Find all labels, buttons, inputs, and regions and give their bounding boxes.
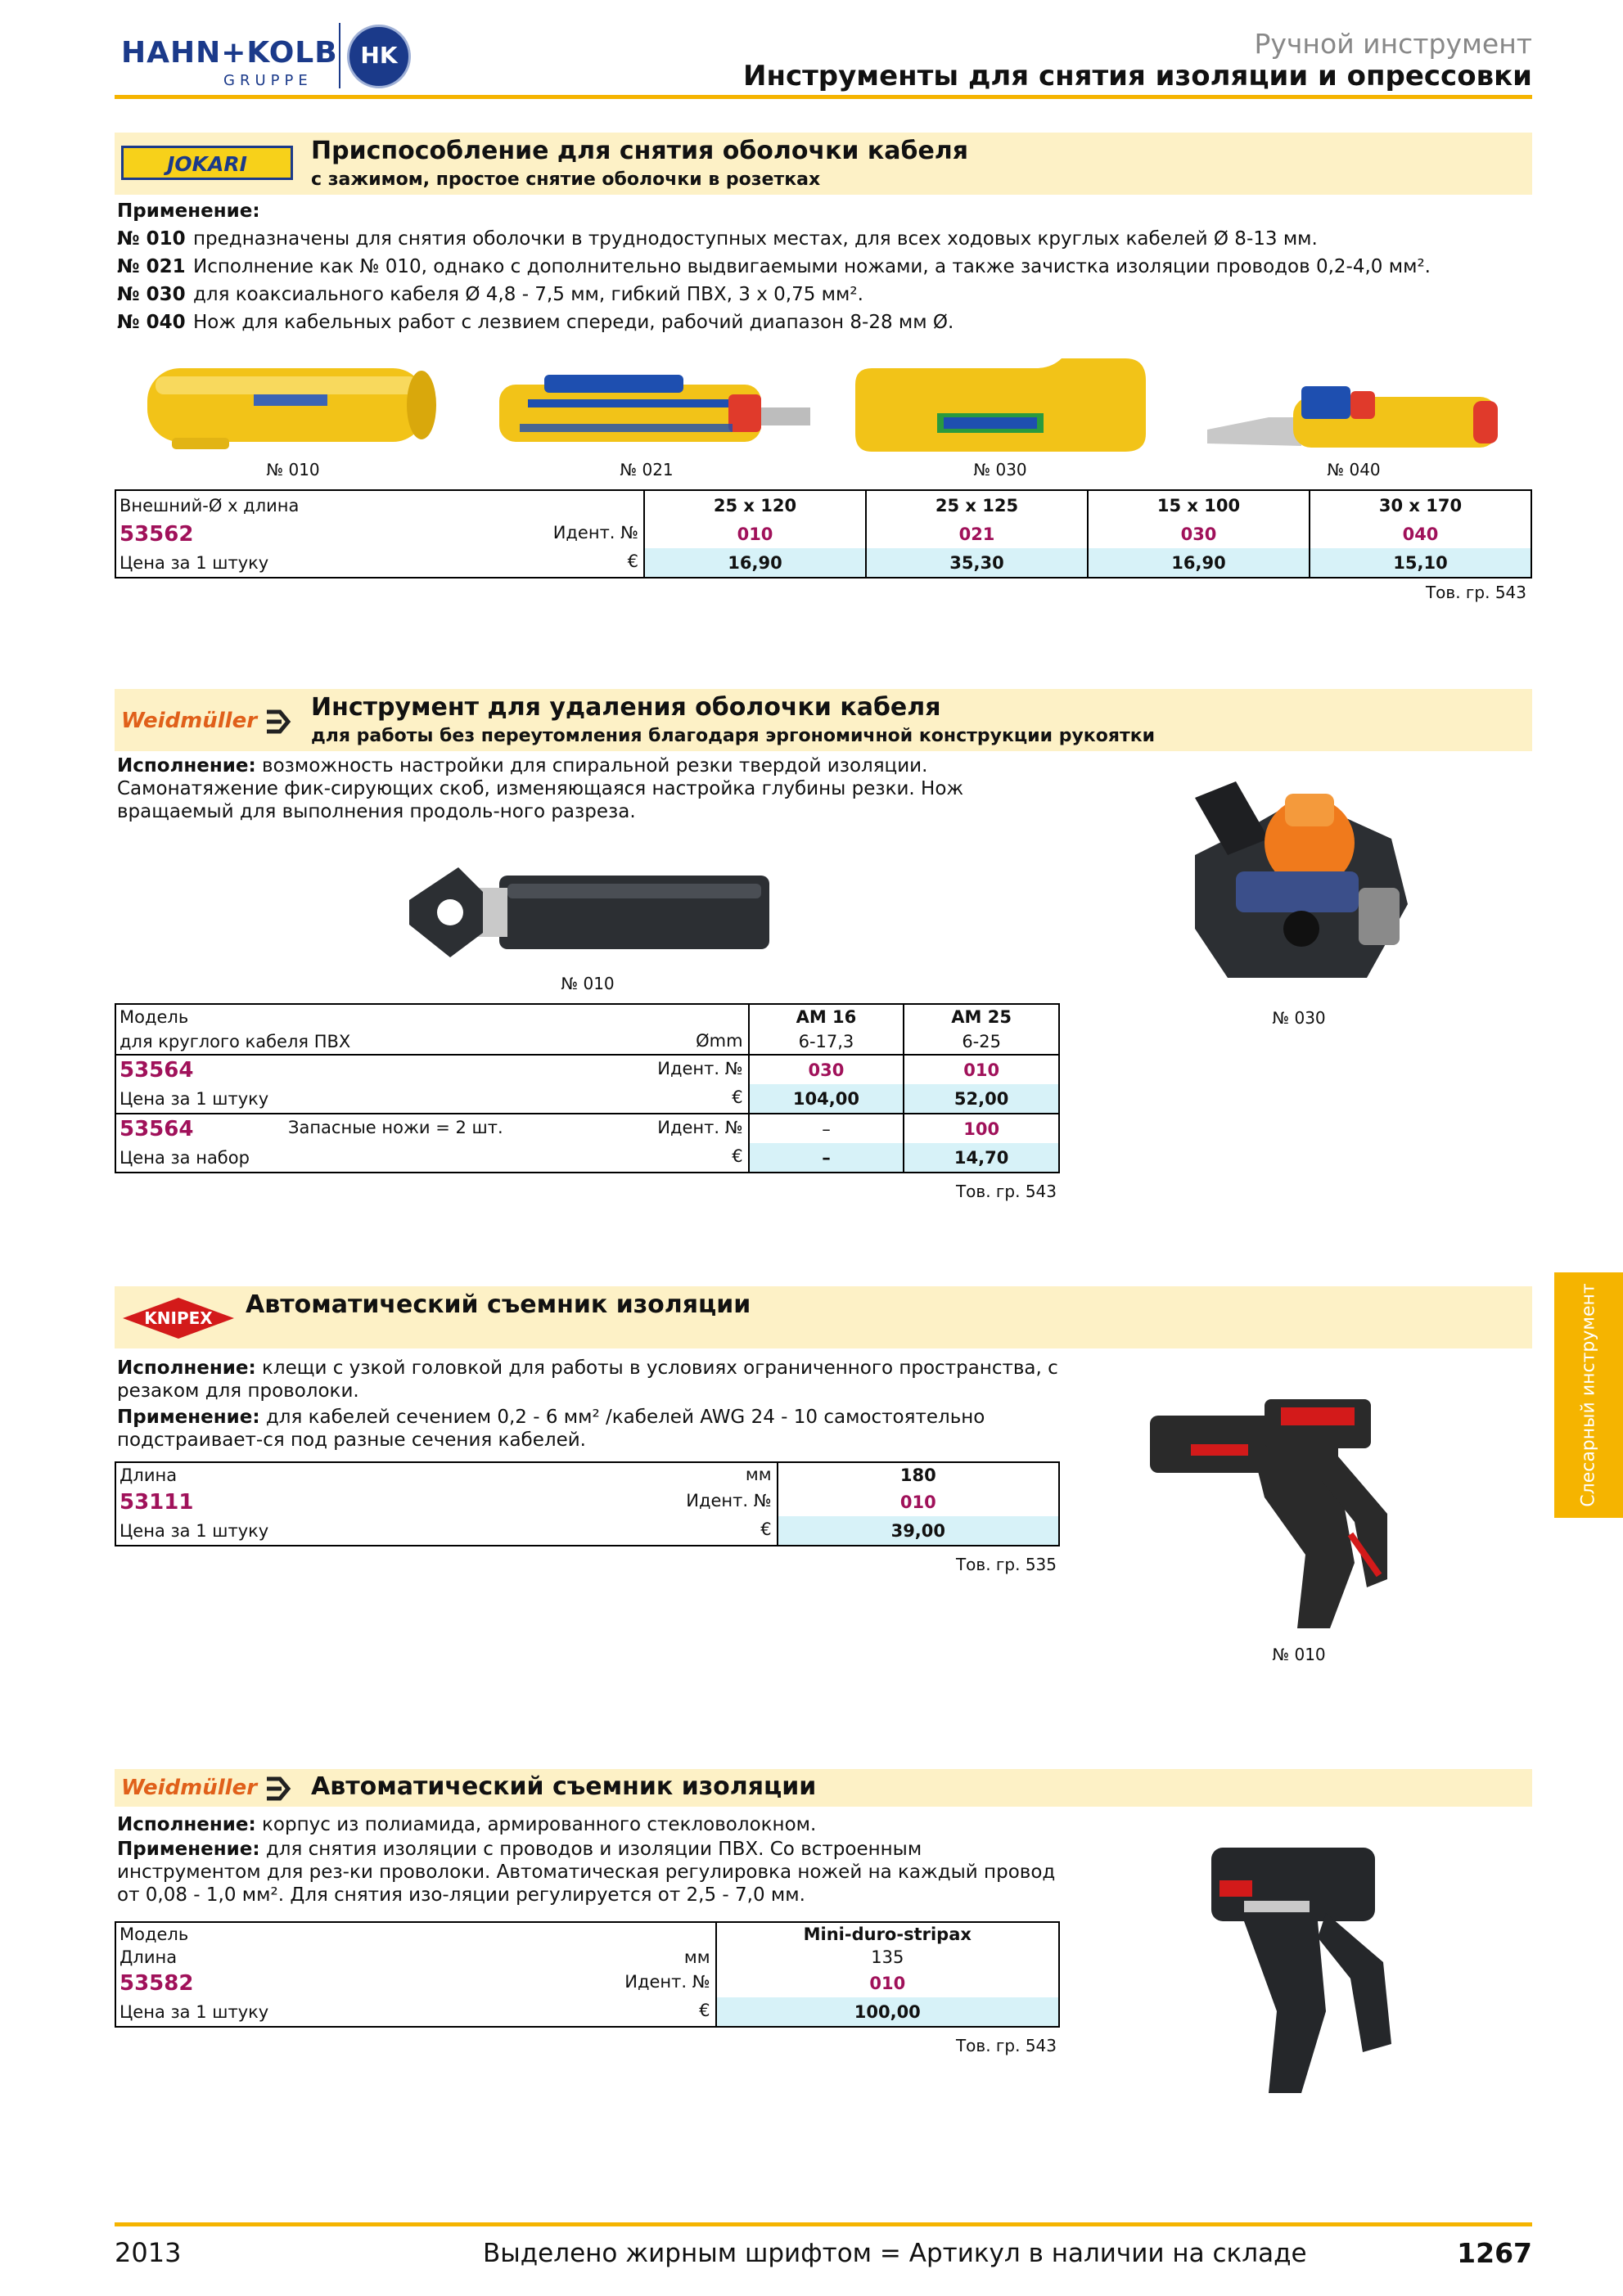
knipex-spec-table <box>115 1461 1060 1546</box>
knipex-caption-010: № 010 <box>1272 1645 1326 1664</box>
jokari-item-no-4: № 040 <box>117 312 186 333</box>
table-row <box>115 1488 1059 1516</box>
footer-rule <box>115 2222 1532 2226</box>
price-label: Цена за 1 штуку <box>119 1520 269 1541</box>
article-cell <box>115 1969 716 1997</box>
ident-010[interactable]: 010 <box>716 1969 1059 1997</box>
weidmuller-logo-mark <box>264 709 293 735</box>
unit-label: мм <box>745 1465 772 1484</box>
ident-040[interactable]: 040 <box>1310 520 1531 548</box>
row-label-model: Модель <box>119 1007 189 1027</box>
ident-label: Идент. № <box>686 1491 772 1510</box>
weidmuller-logo-mark <box>264 1776 293 1802</box>
ident-030[interactable]: 030 <box>1088 520 1310 548</box>
price-cell: – <box>749 1143 904 1173</box>
price-cell: 35,30 <box>866 548 1088 578</box>
table-row <box>115 1946 1059 1969</box>
product-image-weid1-030 <box>1179 765 1424 1002</box>
knipex-title: Автоматический съемник изоляции <box>246 1290 751 1319</box>
ident-100[interactable]: 100 <box>904 1114 1059 1143</box>
price-cell: 16,90 <box>1088 548 1310 578</box>
product-image-jokari-021 <box>495 360 814 458</box>
article-number: 53562 <box>119 521 194 547</box>
jokari-caption-010: № 010 <box>266 460 320 479</box>
ident-none: – <box>749 1114 904 1143</box>
row-label-diameter: Внешний-Ø x длина <box>119 495 300 515</box>
product-image-knipex-010 <box>1142 1366 1412 1645</box>
weid1-product-group: Тов. гр. 543 <box>955 1182 1057 1201</box>
ident-010[interactable]: 010 <box>644 520 866 548</box>
table-row <box>115 1462 1059 1488</box>
set-price-label-cell <box>115 1143 749 1173</box>
length-label: Длина <box>119 1947 178 1967</box>
knipex-description-label: Исполнение: <box>117 1357 256 1379</box>
price-cell: 16,90 <box>644 548 866 578</box>
article-cell <box>115 1488 778 1516</box>
ident-030[interactable]: 030 <box>749 1055 904 1084</box>
table-row <box>115 1969 1059 1997</box>
side-index-label: Слесарный инструмент <box>1578 1283 1599 1507</box>
jokari-logo <box>121 146 293 180</box>
unit-label: Ømm <box>696 1031 743 1051</box>
company-logo <box>121 18 416 92</box>
weid2-spec-table <box>115 1921 1060 2028</box>
length-label-cell <box>115 1462 778 1488</box>
ident-010[interactable]: 010 <box>904 1055 1059 1084</box>
table-cell: 25 x 125 <box>866 490 1088 520</box>
article-number: 53564 <box>119 1116 194 1141</box>
weid1-description <box>117 754 1058 823</box>
weidmuller-logo-text: Weidmüller <box>121 709 258 733</box>
jokari-spec-table <box>115 489 1532 579</box>
jokari-item-no-1: № 010 <box>117 228 186 250</box>
ident-label: Идент. № <box>552 523 638 542</box>
length-value: 180 <box>778 1462 1059 1488</box>
price-cell: 100,00 <box>716 1997 1059 2027</box>
currency: € <box>732 1146 743 1166</box>
category-title: Ручной инструмент <box>1254 28 1532 60</box>
table-cell: 30 x 170 <box>1310 490 1531 520</box>
jokari-caption-021: № 021 <box>620 460 674 479</box>
range-cell: 6-25 <box>904 1029 1059 1055</box>
table-row <box>115 548 1531 578</box>
jokari-item-no-3: № 030 <box>117 284 186 305</box>
jokari-subtitle: с зажимом, простое снятие оболочки в розетках <box>311 169 821 190</box>
ident-label: Идент. № <box>657 1118 743 1137</box>
product-image-jokari-010 <box>139 352 450 466</box>
jokari-item-text-2: Исполнение как № 010, однако с дополнительно выдвигаемыми ножами, а также зачистка изоляции проводов 0,2-4,0 мм². <box>193 256 1431 277</box>
price-label-cell <box>115 1084 749 1114</box>
price-cell: 104,00 <box>749 1084 904 1114</box>
price-label: Цена за 1 штуку <box>119 1088 269 1109</box>
knipex-logo <box>121 1296 236 1340</box>
weid2-application <box>117 1838 1058 1907</box>
jokari-title: Приспособление для снятия оболочки кабеля <box>311 137 969 165</box>
jokari-item-text-1: предназначены для снятия оболочки в труднодоступных местах, для всех ходовых круглых кабелей Ø 8-13 мм. <box>193 228 1318 250</box>
weidmuller-logo-2 <box>121 1774 303 1803</box>
ident-label: Идент. № <box>657 1059 743 1078</box>
price-label-cell <box>115 548 644 578</box>
logo-subtext: GRUPPE <box>223 72 313 89</box>
table-cell: 15 x 100 <box>1088 490 1310 520</box>
price-cell: 39,00 <box>778 1516 1059 1546</box>
table-row <box>115 1029 1059 1055</box>
header-rule <box>115 95 1532 99</box>
cable-label-cell <box>115 1029 749 1055</box>
ident-010[interactable]: 010 <box>778 1488 1059 1516</box>
knipex-application-label: Применение: <box>117 1407 260 1428</box>
price-label: Цена за 1 штуку <box>119 2001 269 2022</box>
unit-label: мм <box>683 1947 710 1967</box>
weid1-subtitle: для работы без переутомления благодаря эргономичной конструкции рукоятки <box>311 726 1156 746</box>
article-cell <box>115 1055 749 1084</box>
jokari-product-group: Тов. гр. 543 <box>1425 583 1526 602</box>
jokari-item-text-4: Нож для кабельных работ с лезвием спереди, рабочий диапазон 8-28 мм Ø. <box>193 312 954 333</box>
weid1-title: Инструмент для удаления оболочки кабеля <box>311 693 941 722</box>
product-image-weid2 <box>1195 1823 1408 2101</box>
table-row <box>115 1143 1059 1173</box>
jokari-caption-040: № 040 <box>1327 460 1381 479</box>
jokari-logo-text: JOKARI <box>167 152 247 176</box>
currency: € <box>732 1087 743 1107</box>
jokari-item-no-2: № 021 <box>117 256 186 277</box>
product-image-weid1-010 <box>393 843 786 982</box>
price-cell: 15,10 <box>1310 548 1531 578</box>
weid2-product-group: Тов. гр. 543 <box>955 2036 1057 2055</box>
jokari-caption-030: № 030 <box>973 460 1027 479</box>
range-cell: 6-17,3 <box>749 1029 904 1055</box>
price-label-cell <box>115 1997 716 2027</box>
knipex-application <box>117 1406 1058 1452</box>
article-number: 53582 <box>119 1970 194 1996</box>
length-value: 135 <box>716 1946 1059 1969</box>
price-label-cell <box>115 1516 778 1546</box>
row-label-model: Модель <box>119 1925 189 1944</box>
article-number: 53111 <box>119 1489 194 1515</box>
weid1-description-text: возможность настройки для спиральной резки твердой изоляции. Самонатяжение фик-сирующих скоб, изменяющаяся настройка глубины резки. Нож вращаемый для выполнения продоль-ного разреза. <box>117 755 964 822</box>
footer-year: 2013 <box>115 2237 182 2268</box>
table-row <box>115 1114 1059 1143</box>
weidmuller-logo <box>121 707 303 736</box>
weid2-application-text: для снятия изоляции с проводов и изоляции ПВХ. Со встроенным инструментом для рез-ки проволоки. Автоматическая регулировка ножей на каждый провод от 0,08 - 1,0 мм². Для снятия изо-ляции регулируется от 2,5 - 7,0 мм. <box>117 1839 1056 1906</box>
ident-label: Идент. № <box>624 1972 710 1992</box>
weid1-spec-table <box>115 1003 1060 1173</box>
weid1-caption-030: № 030 <box>1272 1008 1326 1028</box>
currency: € <box>760 1519 772 1539</box>
table-row <box>115 1516 1059 1546</box>
product-image-jokari-030 <box>847 352 1158 458</box>
knipex-description-text: клещи с узкой головкой для работы в условиях ограниченного пространства, с резаком для проволоки. <box>117 1357 1058 1402</box>
table-row <box>115 520 1531 548</box>
price-label: Цена за 1 штуку <box>119 552 269 573</box>
page-title: Инструменты для снятия изоляции и опрессовки <box>743 60 1532 92</box>
currency: € <box>699 2001 710 2020</box>
logo-emblem <box>347 25 411 88</box>
length-label: Длина <box>119 1465 178 1485</box>
model-am25: AM 25 <box>904 1004 1059 1029</box>
table-row <box>115 490 1531 520</box>
weid2-title: Автоматический съемник изоляции <box>311 1772 817 1801</box>
model-am16: AM 16 <box>749 1004 904 1029</box>
jokari-item-text-3: для коаксиального кабеля Ø 4,8 - 7,5 мм, гибкий ПВХ, 3 x 0,75 мм². <box>193 284 863 305</box>
product-image-jokari-040 <box>1203 368 1506 458</box>
page-number: 1267 <box>1457 2237 1532 2269</box>
weidmuller-logo-text: Weidmüller <box>121 1776 258 1800</box>
article-cell <box>115 520 644 548</box>
knipex-application-text: для кабелей сечением 0,2 - 6 мм² /кабелей AWG 24 - 10 самостоятельно подстраивает-ся под разные сечения кабелей. <box>117 1407 985 1451</box>
ident-021[interactable]: 021 <box>866 520 1088 548</box>
table-cell: 25 x 120 <box>644 490 866 520</box>
weid1-caption-010: № 010 <box>561 974 615 993</box>
weid1-description-label: Исполнение: <box>117 755 256 777</box>
side-index-tab[interactable] <box>1554 1272 1623 1518</box>
article-number: 53564 <box>119 1057 194 1083</box>
price-cell: 14,70 <box>904 1143 1059 1173</box>
spare-blades-label: Запасные ножи = 2 шт. <box>288 1118 503 1137</box>
logo-text: HAHN+KOLB <box>121 36 338 70</box>
model-value: Mini-duro-stripax <box>716 1922 1059 1946</box>
knipex-product-group: Тов. гр. 535 <box>955 1555 1057 1574</box>
logo-emblem-mark: HK <box>360 42 398 69</box>
table-row <box>115 1997 1059 2027</box>
weid2-application-label: Применение: <box>117 1839 260 1860</box>
weid2-description-label: Исполнение: <box>117 1814 256 1835</box>
set-price-label: Цена за набор <box>119 1147 250 1168</box>
logo-divider <box>339 23 340 88</box>
weid2-description <box>117 1813 1058 1836</box>
knipex-description <box>117 1357 1058 1402</box>
footer-note: Выделено жирным шрифтом = Артикул в наличии на складе <box>483 2239 1307 2268</box>
table-row <box>115 1084 1059 1114</box>
currency: € <box>627 551 638 571</box>
cable-label: для круглого кабеля ПВХ <box>119 1032 351 1051</box>
length-label-cell <box>115 1946 716 1969</box>
knipex-logo-text: KNIPEX <box>144 1308 213 1328</box>
price-cell: 52,00 <box>904 1084 1059 1114</box>
article-cell-spare <box>115 1114 749 1143</box>
jokari-application-label: Применение: <box>117 200 260 222</box>
table-row <box>115 1055 1059 1084</box>
table-row <box>115 1004 1059 1029</box>
weid2-description-text: корпус из полиамида, армированного стекловолокном. <box>262 1814 817 1835</box>
table-row <box>115 1922 1059 1946</box>
